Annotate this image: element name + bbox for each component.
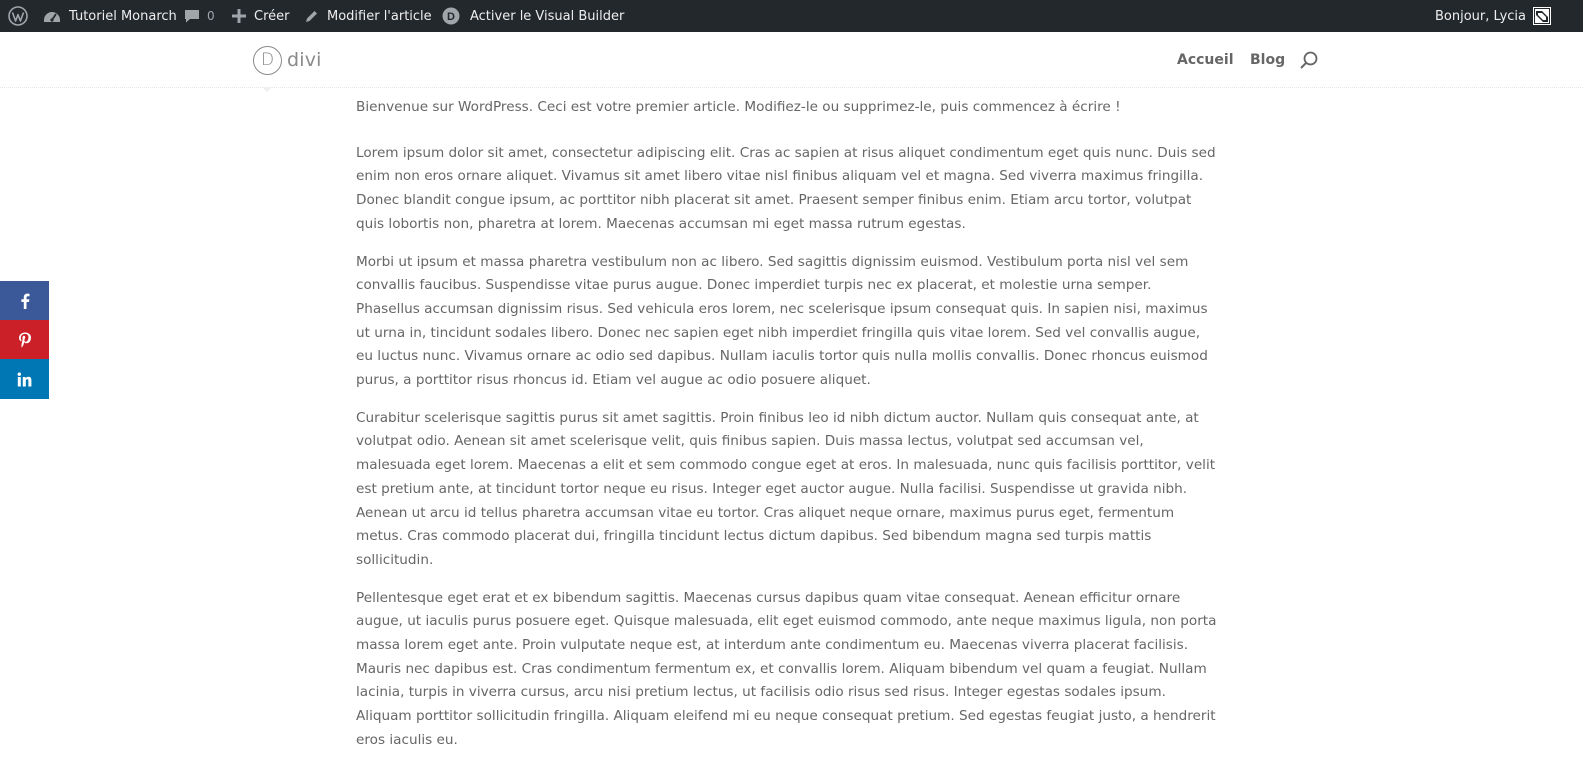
site-name-menu[interactable] <box>43 0 177 32</box>
site-header <box>0 32 1583 88</box>
pinterest-icon <box>18 332 32 349</box>
comment-count: 0 <box>207 9 215 23</box>
avatar-icon <box>1534 8 1550 24</box>
facebook-share-button[interactable] <box>0 281 49 321</box>
visual-builder-label: Activer le Visual Builder <box>470 8 625 24</box>
logo-caret <box>262 87 272 92</box>
pinterest-share-button[interactable] <box>0 320 49 360</box>
search-icon <box>1298 50 1320 72</box>
edit-label: Modifier l'article <box>327 8 432 24</box>
linkedin-share-button[interactable] <box>0 359 49 399</box>
intro-paragraph: Bienvenue sur WordPress. Ceci est votre premier article. Modifiez-le ou supprimez-le, puis commencez à écrire ! <box>356 99 1121 115</box>
plus-icon <box>232 9 246 23</box>
site-name: Tutoriel Monarch <box>69 8 177 24</box>
search-button[interactable] <box>1298 50 1320 72</box>
paragraph: Pellentesque eget erat et ex bibendum sagittis. Maecenas cursus dapibus quam vitae consequat. Aenean efficitur ornare augue, ut iaculis purus posuere eget. Quisque malesuada, elit eget euismod commodo, ante neque maximus ligula, non porta massa lorem eget ante. Proin vulputate neque est, at interdum ante condimentum eu. Maecenas viverra placerat facilisis. Mauris nec dapibus est. Cras condimentum fermentum ex, et convallis lorem. Aliquam bibendum vel quam a feugiat. Nullam lacinia, turpis in viverra cursus, arcu nisi pretium lectus, ut facilisis odio risus sed risus. Integer egestas sodales ipsum. Aliquam porttitor sollicitudin fringilla. Aliquam eleifend mi eu neque consequat pretium. Sed egestas feugiat justo, a hendrerit eros iaculis eu. <box>356 589 1217 748</box>
greeting: Bonjour, Lycia <box>1435 8 1526 24</box>
logo-text: divi <box>287 49 322 71</box>
comment-icon <box>184 8 200 24</box>
new-content-menu[interactable] <box>232 0 289 32</box>
comments-menu[interactable] <box>184 0 215 32</box>
facebook-icon <box>19 293 31 309</box>
edit-post-link[interactable] <box>304 0 432 32</box>
wordpress-logo-menu[interactable] <box>8 0 28 32</box>
new-label: Créer <box>254 8 290 24</box>
pencil-icon <box>304 9 319 24</box>
logo-mark: D <box>253 46 282 75</box>
divi-icon <box>442 7 460 25</box>
visual-builder-link[interactable] <box>442 0 624 32</box>
admin-bar <box>0 0 1583 32</box>
post-content <box>356 96 1218 767</box>
dashboard-icon <box>43 8 61 24</box>
avatar <box>1533 7 1551 25</box>
svg-text:D: D <box>447 11 455 23</box>
social-share-sidebar <box>0 281 49 399</box>
nav-item-accueil[interactable]: Accueil <box>1177 52 1234 68</box>
my-account-menu[interactable] <box>1435 0 1551 32</box>
paragraph: Lorem ipsum dolor sit amet, consectetur adipiscing elit. Cras ac sapien at risus aliquet condimentum eget quis nunc. Duis sed enim non eros ornare aliquet. Vivamus sit amet libero vitae nisl finibus aliquam vel et magna. Sed viverra maximus fringilla. Donec blandit congue ipsum, ac porttitor nibh placerat sit amet. Praesent semper finibus enim. Etiam arcu tortor, volutpat quis lobortis non, pharetra at lorem. Maecenas accumsan mi eget massa rutrum egestas. <box>356 144 1216 232</box>
linkedin-icon <box>17 372 32 387</box>
paragraph: Curabitur scelerisque sagittis purus sit amet sagittis. Proin finibus leo id nibh dictum auctor. Nullam quis consequat ante, at volutpat odio. Aenean sit amet scelerisque velit, quis finibus sapien. Duis massa lectus, volutpat sed accumsan vel, malesuada eget lorem. Maecenas a elit et sem commodo congue eget at eros. In malesuada, nunc quis facilisis porttitor, velit est pretium ante, at tincidunt tortor neque eu risus. Integer eget auctor augue. Nulla facilisi. Suspendisse ut gravida nibh. Aenean ut arcu id tellus pharetra accumsan vitae eu tortor. Cras aliquet neque ornare, maximus purus eget, fermentum metus. Cras commodo placerat dui, fringilla tincidunt lectus dictum dapibus. Sed bibendum magna sed turpis mattis sollicitudin. <box>356 409 1216 568</box>
site-logo[interactable] <box>253 44 322 76</box>
nav-item-blog[interactable]: Blog <box>1250 52 1286 68</box>
wordpress-icon <box>8 6 28 26</box>
paragraph: Morbi ut ipsum et massa pharetra vestibulum non ac libero. Sed sagittis dignissim euismod. Vestibulum porta nisl vel sem convallis faucibus. Suspendisse vitae purus augue. Donec imperdiet turpis nec ex placerat, et molestie urna semper. Phasellus accumsan dignissim risus. Sed vehicula eros lorem, nec scelerisque ipsum consequat quis. In sapien nisi, maximus ut urna in, tincidunt sodales libero. Donec nec sapien eget nibh imperdiet fringilla quis vitae lorem. Sed vel convallis augue, eu luctus nunc. Vivamus ornare ac odio sed dapibus. Nullam iaculis tortor quis nulla mollis convallis. Donec rhoncus euismod purus, a porttitor risus rhoncus id. Etiam vel augue ac odio posuere aliquet. <box>356 253 1208 389</box>
